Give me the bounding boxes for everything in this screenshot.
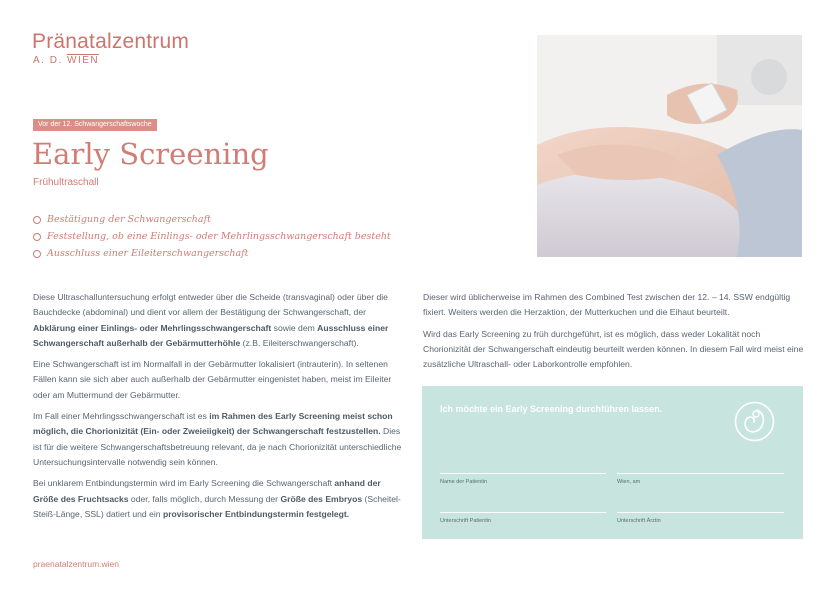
week-badge: Vor der 12. Schwangerschaftswoche <box>33 119 157 131</box>
list-item: Bestätigung der Schwangerschaft <box>33 211 391 228</box>
brand-city: WIEN <box>67 55 100 66</box>
paragraph: Dieser wird üblicherweise im Rahmen des Combined Test zwischen der 12. – 14. SSW endgültig fixiert. Weiters werden die Herzaktion, der Mutterkuchen und die Eihaut beurteilt. <box>423 292 791 318</box>
circle-bullet-icon <box>33 233 41 241</box>
ultrasound-photo <box>537 35 802 257</box>
page-subtitle: Frühultraschall <box>33 177 99 188</box>
body-right-column <box>423 290 808 378</box>
paragraph: Bei unklarem Entbindungstermin wird im Early Screening die Schwangerschaft anhand der Größe des Fruchtsacks oder, falls möglich, durch Messung der Größe des Embryos (Scheitel-Steiß-Länge, SSL) datiert und ein provisorischer Entbindungstermin festgelegt. <box>33 478 401 519</box>
footer-website-link[interactable]: praenatalzentrum.wien <box>33 559 119 569</box>
name-field-label: Name der Patientin <box>440 479 488 485</box>
paragraph: Im Fall einer Mehrlingsschwangerschaft ist es im Rahmen des Early Screening meist schon möglich, die Chorionizität (Ein- oder Zweieiigkeit) der Schwangerschaft festzustellen. Dies ist für die weitere Schwangerschaftsbetreuung relevant, da je nach Chorionizität unterschiedliche Untersuchungsintervalle notwendig sein können. <box>33 411 402 467</box>
brand-logo-sub <box>33 55 99 66</box>
brand-logo-text: Pränatalzentrum <box>32 30 190 53</box>
brand-prefix: A. D. <box>33 55 63 66</box>
purpose-list <box>33 211 391 262</box>
embryo-logo-icon <box>734 401 775 442</box>
list-item: Feststellung, ob eine Einlings- oder Mehrlingsschwangerschaft besteht <box>33 228 391 245</box>
list-item: Ausschluss einer Eileiterschwangerschaft <box>33 245 391 262</box>
date-signature-line[interactable] <box>617 473 784 474</box>
consent-form-title: Ich möchte ein Early Screening durchführen lassen. <box>440 404 663 414</box>
date-field-label: Wien, am <box>617 479 641 485</box>
circle-bullet-icon <box>33 250 41 258</box>
circle-bullet-icon <box>33 216 41 224</box>
paragraph: Diese Ultraschalluntersuchung erfolgt entweder über die Scheide (transvaginal) oder über die Bauchdecke (abdominal) und dient vor allem der Bestätigung der Schwangerschaft, der Abklärung einer Einlings- oder Mehrlingsschwangerschaft sowie dem Ausschluss einer Schwangerschaft außerhalb der Gebärmutterhöhle (z.B. Eileiterschwangerschaft). <box>33 292 389 348</box>
body-left-column <box>33 290 408 528</box>
name-signature-line[interactable] <box>440 473 606 474</box>
doctor-signature-label: Unterschrift Ärztin <box>617 518 661 524</box>
doctor-signature-line[interactable] <box>617 512 784 513</box>
paragraph: Eine Schwangerschaft ist im Normalfall in der Gebärmutter lokalisiert (intrauterin). In seltenen Fällen kann sie sich aber auch außerhalb der Gebärmutter eingenistet haben, meist im Eileiter oder am Muttermund der Gebärmutter. <box>33 359 392 400</box>
paragraph: Wird das Early Screening zu früh durchgeführt, ist es möglich, dass weder Lokalität noch Chorionizität der Schwangerschaft eindeutig beurteilt werden können. In diesem Fall wird meist eine zusätzliche Ultraschall- oder Laborkontrolle empfohlen. <box>423 328 804 370</box>
page-title: Early Screening <box>32 137 269 171</box>
patient-signature-line[interactable] <box>440 512 606 513</box>
patient-signature-label: Unterschrift Patientin <box>440 518 492 524</box>
